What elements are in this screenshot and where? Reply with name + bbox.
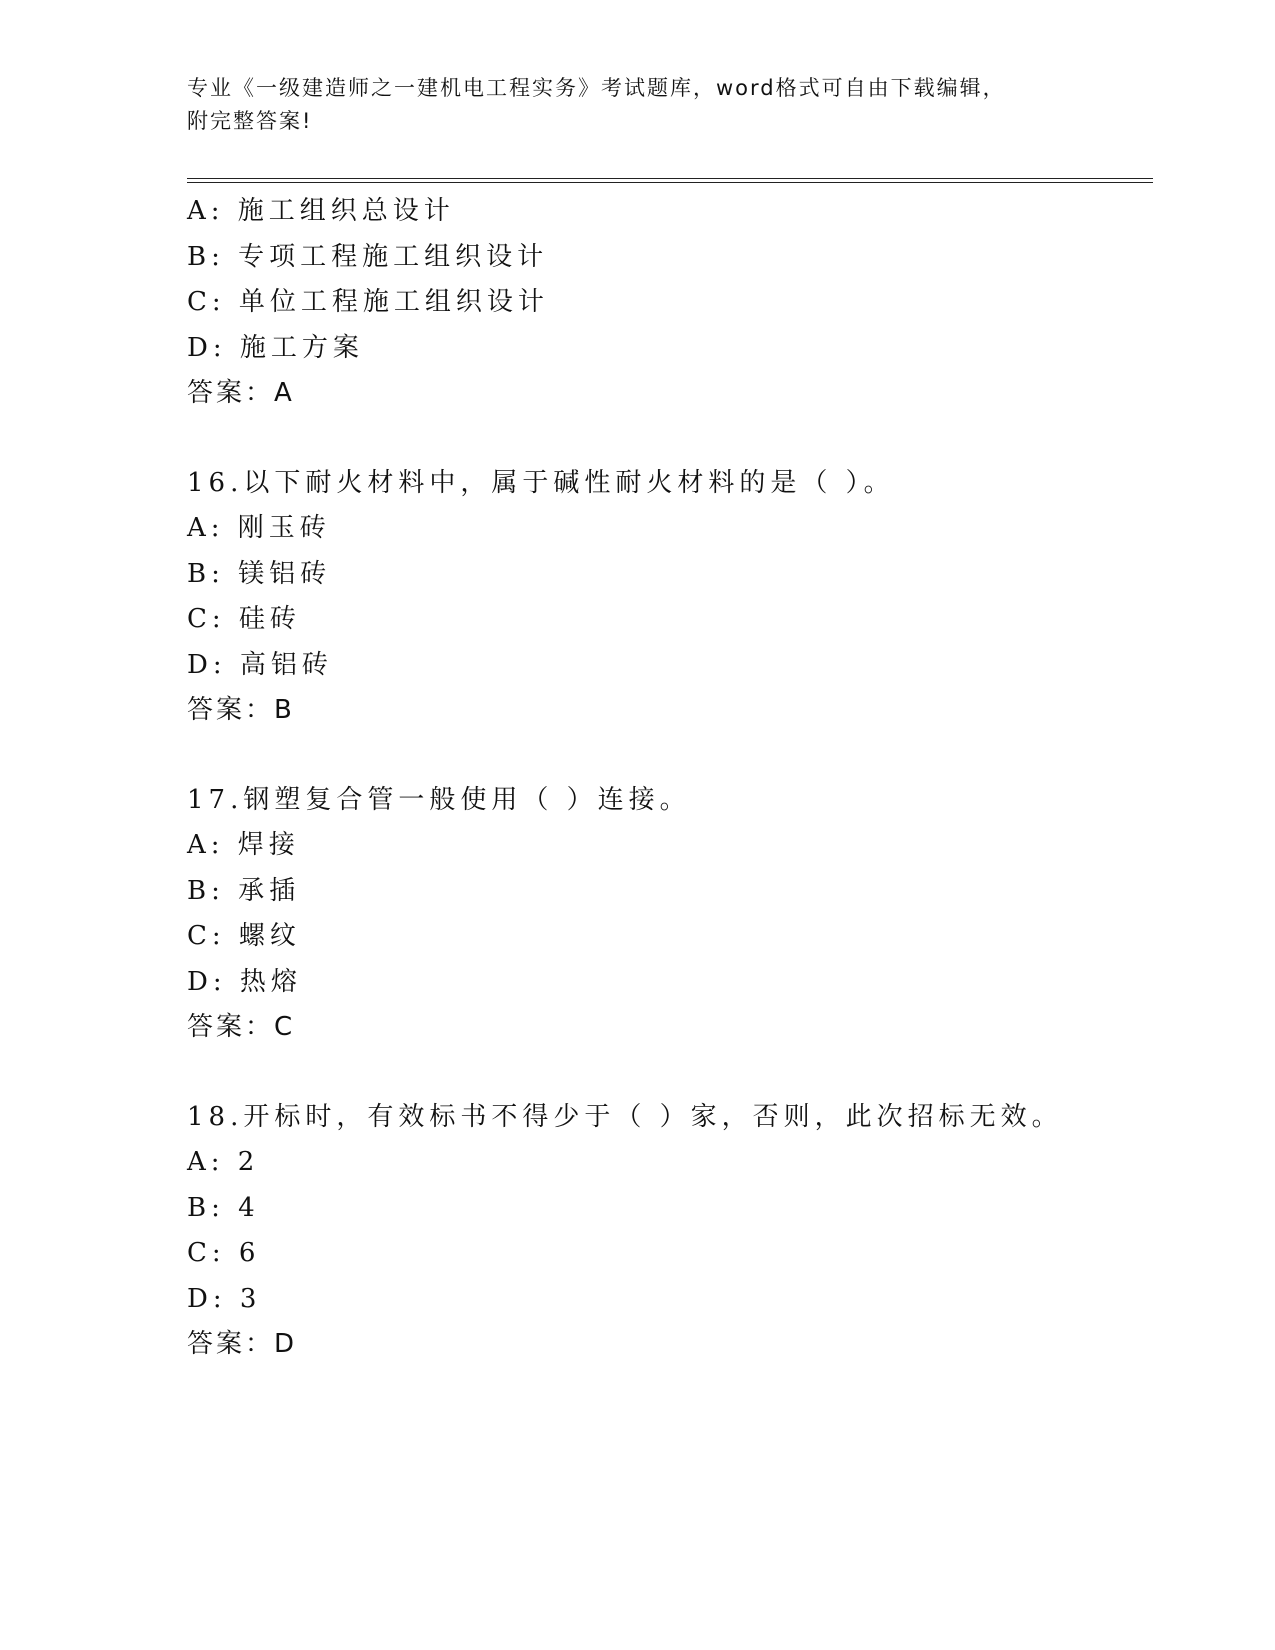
header-line-1: 专业《一级建造师之一建机电工程实务》考试题库，word格式可自由下载编辑， — [187, 76, 1006, 100]
option-d: D: 高铝砖 — [187, 649, 333, 680]
option-a: A: 焊接 — [187, 830, 300, 860]
option-d: D: 热熔 — [187, 966, 302, 997]
question-text: 18.开标时，有效标书不得少于（ ）家，否则，此次招标无效。 — [187, 1101, 1063, 1132]
option-a: A: 2 — [187, 1147, 260, 1177]
question-block-15 — [187, 189, 1153, 417]
spacer — [187, 734, 1153, 778]
question-list — [187, 189, 1153, 1368]
option-c: C: 6 — [187, 1238, 261, 1268]
option-b: B: 镁铝砖 — [187, 558, 332, 589]
answer-line: 答案：A — [187, 378, 295, 408]
question-block-17 — [187, 778, 1153, 1051]
option-b: B: 4 — [187, 1192, 260, 1223]
option-d: D: 3 — [187, 1283, 262, 1314]
option-c: C: 硅砖 — [187, 604, 301, 634]
spacer — [187, 417, 1153, 461]
option-c: C: 单位工程施工组织设计 — [187, 287, 549, 317]
answer-line: 答案：B — [187, 695, 295, 725]
question-block-16 — [187, 461, 1153, 734]
answer-line: 答案：C — [187, 1012, 296, 1042]
header-line-2: 附完整答案! — [187, 109, 313, 133]
option-a: A: 施工组织总设计 — [187, 196, 455, 226]
question-block-18 — [187, 1095, 1153, 1368]
document-header — [187, 72, 1087, 138]
question-text: 17.钢塑复合管一般使用（ ）连接。 — [187, 784, 691, 815]
answer-line: 答案：D — [187, 1329, 298, 1359]
option-d: D: 施工方案 — [187, 332, 364, 363]
option-b: B: 专项工程施工组织设计 — [187, 241, 549, 272]
header-divider-top — [187, 178, 1153, 179]
question-text: 16.以下耐火材料中，属于碱性耐火材料的是（ ）。 — [187, 467, 895, 498]
header-divider-bottom — [187, 182, 1153, 183]
spacer — [187, 1051, 1153, 1095]
option-b: B: 承插 — [187, 875, 301, 906]
option-a: A: 刚玉砖 — [187, 513, 331, 543]
option-c: C: 螺纹 — [187, 921, 301, 951]
